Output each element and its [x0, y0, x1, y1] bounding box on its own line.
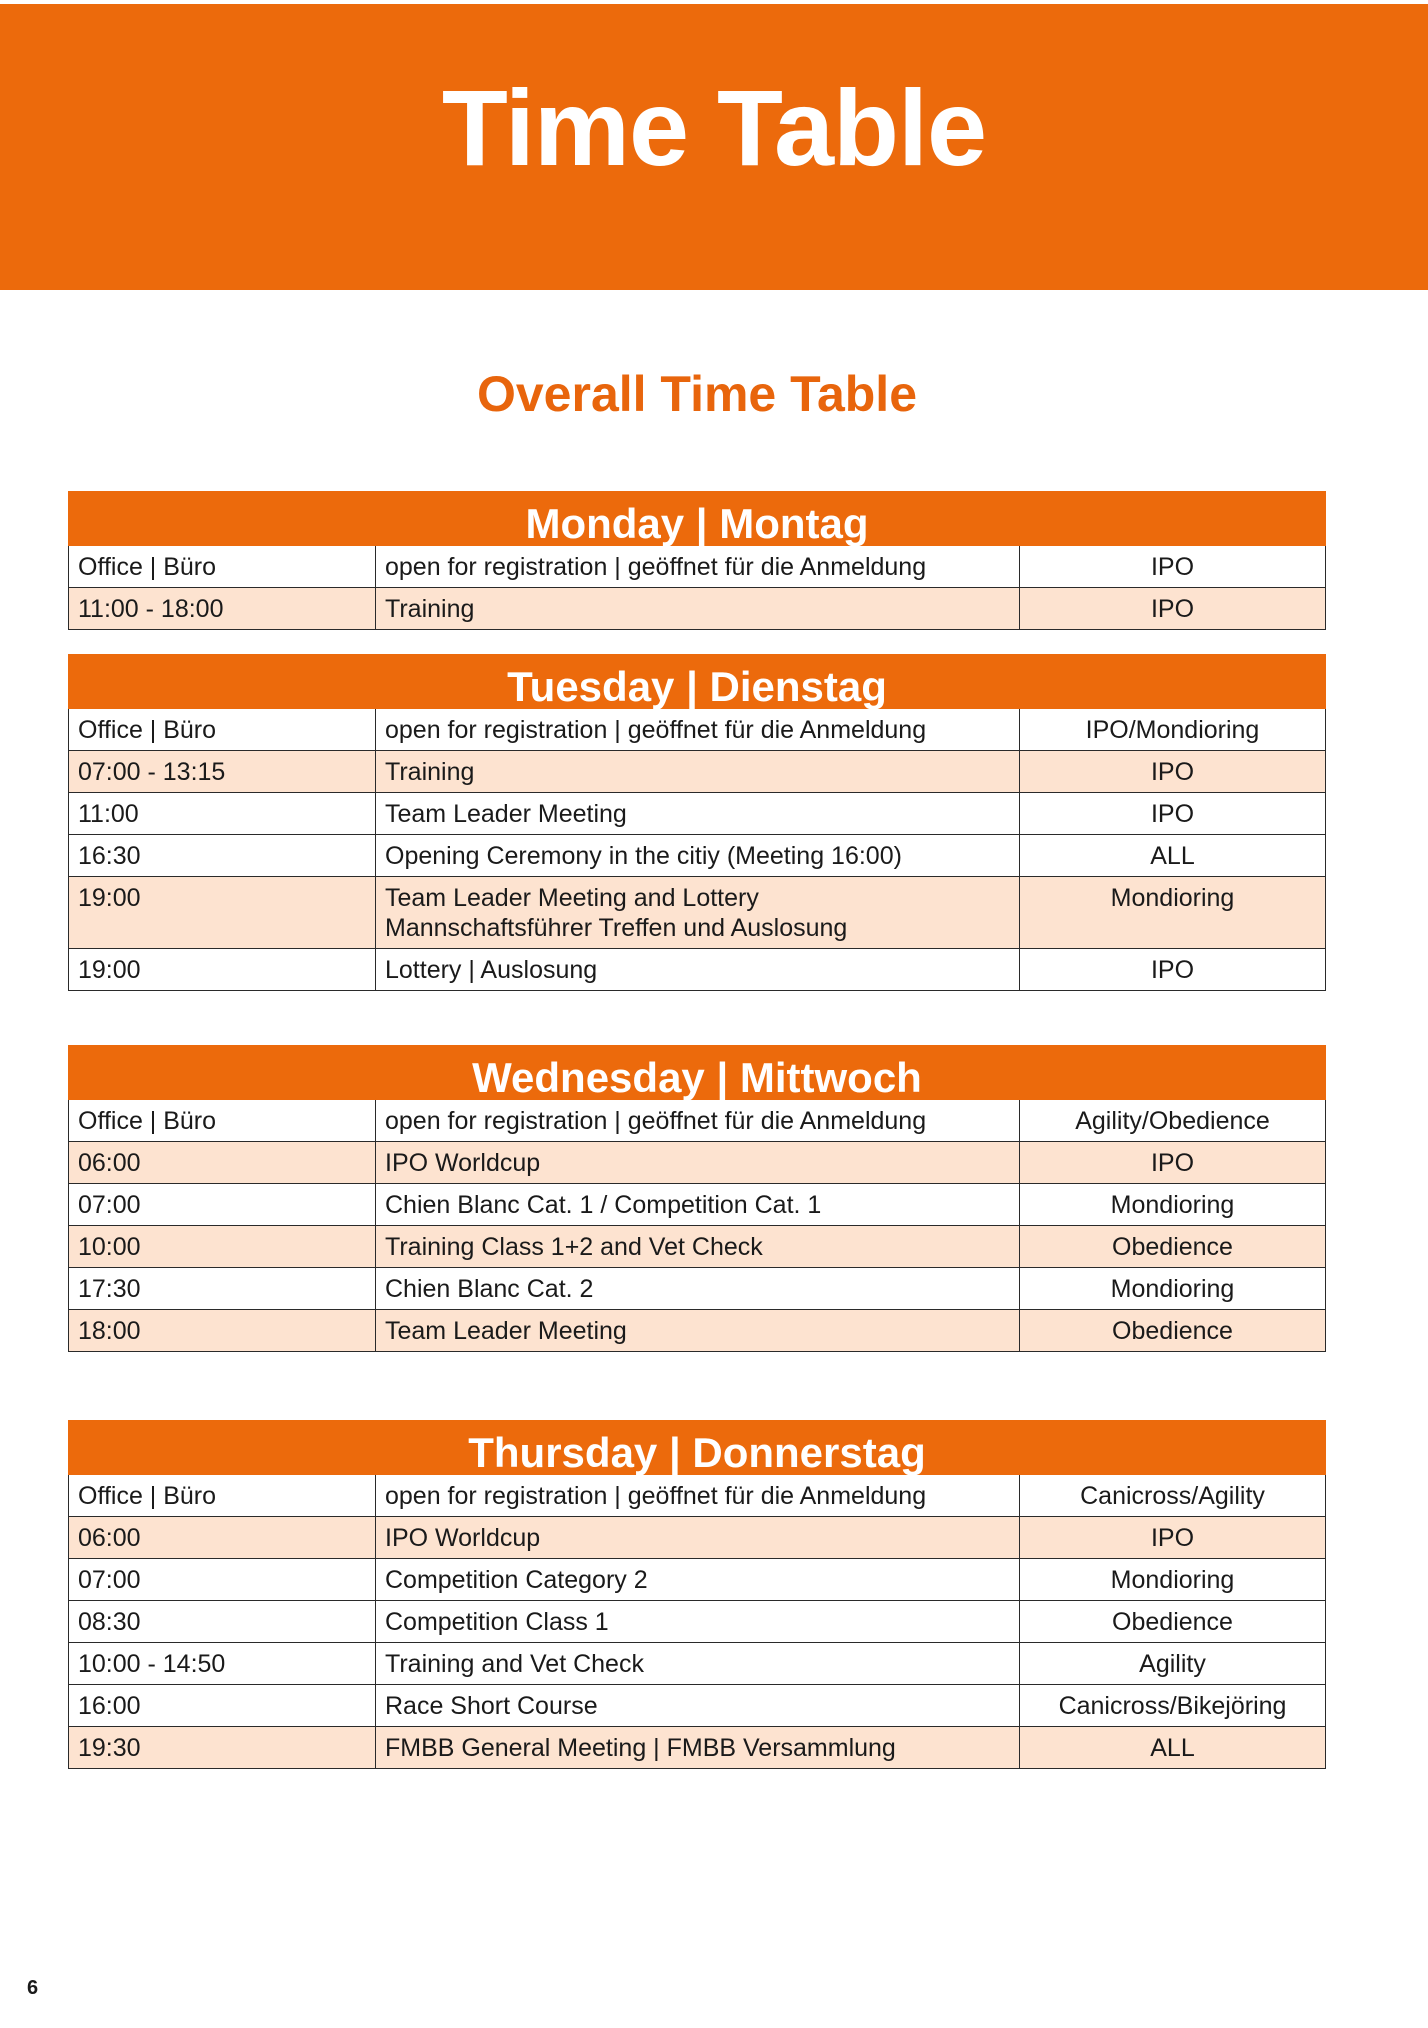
category-cell: IPO — [1020, 949, 1326, 991]
category-cell: ALL — [1020, 1727, 1326, 1769]
table-row — [69, 751, 1326, 793]
category-cell: Mondioring — [1020, 1184, 1326, 1226]
schedule-table — [68, 709, 1326, 991]
category-cell: IPO — [1020, 1517, 1326, 1559]
page-number: 6 — [27, 1977, 39, 1999]
event-cell: Chien Blanc Cat. 1 / Competition Cat. 1 — [376, 1184, 1020, 1226]
category-cell: IPO — [1020, 751, 1326, 793]
day-header: Monday | Montag — [68, 491, 1326, 546]
event-cell: Team Leader Meeting — [376, 793, 1020, 835]
time-cell: Office | Büro — [69, 546, 376, 588]
table-row — [69, 1727, 1326, 1769]
time-cell: Office | Büro — [69, 709, 376, 751]
table-row — [69, 709, 1326, 751]
time-cell: 08:30 — [69, 1601, 376, 1643]
table-row — [69, 1559, 1326, 1601]
category-cell: Canicross/Bikejöring — [1020, 1685, 1326, 1727]
time-cell: 16:00 — [69, 1685, 376, 1727]
event-cell: Competition Category 2 — [376, 1559, 1020, 1601]
day-block-monday — [68, 491, 1326, 630]
table-row — [69, 949, 1326, 991]
category-cell: Mondioring — [1020, 1559, 1326, 1601]
time-cell: 10:00 — [69, 1226, 376, 1268]
day-block-wednesday — [68, 1045, 1326, 1352]
event-cell: Chien Blanc Cat. 2 — [376, 1268, 1020, 1310]
day-block-tuesday — [68, 654, 1326, 991]
time-cell: 11:00 — [69, 793, 376, 835]
event-cell: IPO Worldcup — [376, 1142, 1020, 1184]
event-cell: Training Class 1+2 and Vet Check — [376, 1226, 1020, 1268]
category-cell: Obedience — [1020, 1601, 1326, 1643]
table-row — [69, 877, 1326, 949]
time-cell: 19:00 — [69, 877, 376, 949]
schedule-table — [68, 1100, 1326, 1352]
table-row — [69, 1475, 1326, 1517]
table-row — [69, 1601, 1326, 1643]
event-cell: open for registration | geöffnet für die Anmeldung — [376, 1100, 1020, 1142]
table-row — [69, 1268, 1326, 1310]
time-cell: 17:30 — [69, 1268, 376, 1310]
event-cell: Competition Class 1 — [376, 1601, 1020, 1643]
category-cell: Obedience — [1020, 1226, 1326, 1268]
table-row — [69, 1184, 1326, 1226]
event-cell: Training — [376, 588, 1020, 630]
schedule-table — [68, 1475, 1326, 1769]
table-row — [69, 1643, 1326, 1685]
event-cell: Lottery | Auslosung — [376, 949, 1020, 991]
category-cell: IPO/Mondioring — [1020, 709, 1326, 751]
day-block-thursday — [68, 1420, 1326, 1769]
event-cell: Team Leader Meeting — [376, 1310, 1020, 1352]
section-title: Overall Time Table — [476, 366, 917, 422]
table-row — [69, 588, 1326, 630]
time-cell: 06:00 — [69, 1517, 376, 1559]
category-cell: IPO — [1020, 588, 1326, 630]
table-row — [69, 1226, 1326, 1268]
time-cell: 06:00 — [69, 1142, 376, 1184]
table-row — [69, 546, 1326, 588]
day-header: Thursday | Donnerstag — [68, 1420, 1326, 1475]
time-cell: 10:00 - 14:50 — [69, 1643, 376, 1685]
category-cell: Agility — [1020, 1643, 1326, 1685]
category-cell: IPO — [1020, 793, 1326, 835]
event-cell: open for registration | geöffnet für die Anmeldung — [376, 709, 1020, 751]
category-cell: ALL — [1020, 835, 1326, 877]
time-cell: Office | Büro — [69, 1100, 376, 1142]
time-cell: 11:00 - 18:00 — [69, 588, 376, 630]
event-cell: Race Short Course — [376, 1685, 1020, 1727]
time-cell: 18:00 — [69, 1310, 376, 1352]
table-row — [69, 1310, 1326, 1352]
time-cell: 16:30 — [69, 835, 376, 877]
event-line: Team Leader Meeting and Lottery — [385, 884, 759, 912]
time-cell: 07:00 - 13:15 — [69, 751, 376, 793]
event-cell: open for registration | geöffnet für die Anmeldung — [376, 546, 1020, 588]
time-cell: Office | Büro — [69, 1475, 376, 1517]
category-cell: Canicross/Agility — [1020, 1475, 1326, 1517]
schedule-table — [68, 546, 1326, 630]
table-row — [69, 835, 1326, 877]
page-title: Time Table — [441, 67, 987, 188]
day-header: Wednesday | Mittwoch — [68, 1045, 1326, 1100]
category-cell: Mondioring — [1020, 1268, 1326, 1310]
event-cell: IPO Worldcup — [376, 1517, 1020, 1559]
event-cell: FMBB General Meeting | FMBB Versammlung — [376, 1727, 1020, 1769]
category-cell: IPO — [1020, 1142, 1326, 1184]
table-row — [69, 1517, 1326, 1559]
time-cell: 19:00 — [69, 949, 376, 991]
category-cell: Obedience — [1020, 1310, 1326, 1352]
table-row — [69, 793, 1326, 835]
time-cell: 19:30 — [69, 1727, 376, 1769]
table-row — [69, 1100, 1326, 1142]
category-cell: IPO — [1020, 546, 1326, 588]
event-cell — [376, 877, 1020, 949]
event-cell: Training and Vet Check — [376, 1643, 1020, 1685]
event-cell: Opening Ceremony in the citiy (Meeting 16:00) — [376, 835, 1020, 877]
event-cell: open for registration | geöffnet für die Anmeldung — [376, 1475, 1020, 1517]
category-cell: Agility/Obedience — [1020, 1100, 1326, 1142]
table-row — [69, 1685, 1326, 1727]
day-header: Tuesday | Dienstag — [68, 654, 1326, 709]
event-line-translation: Mannschaftsführer Treffen und Auslosung — [385, 914, 848, 942]
time-cell: 07:00 — [69, 1184, 376, 1226]
event-cell: Training — [376, 751, 1020, 793]
header-banner — [0, 4, 1428, 290]
category-cell: Mondioring — [1020, 877, 1326, 949]
time-cell: 07:00 — [69, 1559, 376, 1601]
table-row — [69, 1142, 1326, 1184]
